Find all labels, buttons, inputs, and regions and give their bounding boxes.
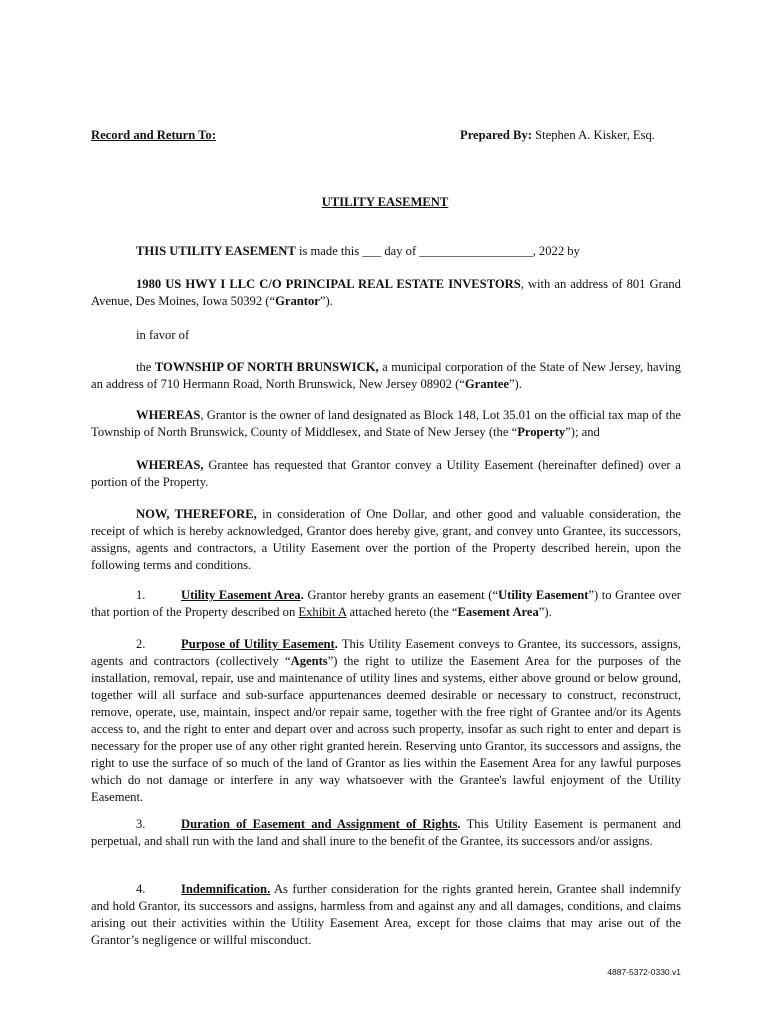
- now-therefore-paragraph: NOW, THEREFORE, in consideration of One Dollar, and other good and valuable consideration, the receipt of which is hereby acknowledged, Grantor does hereby give, grant, and convey unto Grantee, its successors, assigns, agents and contractors, a Utility Easement over the portion of the Property described herein, upon the following terms and conditions.: [91, 507, 681, 572]
- section-heading: Indemnification.: [181, 882, 271, 896]
- whereas-paragraph-1: WHEREAS, Grantor is the owner of land designated as Block 148, Lot 35.01 on the official tax map of the Township of North Brunswick, County of Middlesex, and State of New Jersey (the “Property”); and: [91, 408, 681, 439]
- section-number: 2.: [136, 637, 146, 651]
- document-title: UTILITY EASEMENT: [321, 195, 449, 209]
- section-number: 1.: [136, 588, 146, 602]
- prepared-by: [460, 128, 655, 143]
- document-header: [91, 128, 681, 146]
- section-number: 3.: [136, 817, 146, 831]
- whereas-paragraph-2: WHEREAS, Grantee has requested that Grantor convey a Utility Easement (hereinafter defined) over a portion of the Property.: [91, 458, 681, 489]
- section-1-paragraph: 1. Utility Easement Area. Grantor hereby grants an easement (“Utility Easement”) to Grantee over that portion of the Property described on Exhibit A attached hereto (the “Easement Area”).: [91, 588, 682, 619]
- section-heading: Purpose of Utility Easement: [181, 637, 335, 651]
- section-number: 4.: [136, 882, 146, 896]
- section-2-paragraph: 2. Purpose of Utility Easement. This Utility Easement conveys to Grantee, its successors, assigns, agents and contractors (collectively “Agents”) the right to utilize the Easement Area for the purposes of the installation, removal, repair, use and maintenance of utility lines and systems, either above ground or below ground, together will all surface and sub-surface appurtenances deemed desirable or necessary to construct, reconstruct, remove, operate, use, maintain, inspect and/or repair same, together with the free right of Grantee and/or its Agents access to, and the right to enter and depart over and across such property, insofar as such right to enter and depart is necessary for the proper use of any other right granted herein. Reserving unto Grantor, its successors and assigns, the right to use the surface of so much of the land of Grantor as lies within the Easement Area for any lawful purposes which do not damage or interfere in any way whatsoever with the Grantee's lawful enjoyment of the Utility Easement.: [91, 637, 681, 804]
- in-favor-of: in favor of: [136, 328, 190, 342]
- intro-paragraph: THIS UTILITY EASEMENT is made this ___ day of __________________, 2022 by: [136, 244, 580, 258]
- grantor-paragraph: 1980 US HWY I LLC C/O PRINCIPAL REAL ESTATE INVESTORS, with an address of 801 Grand Avenue, Des Moines, Iowa 50392 (“Grantor”).: [91, 277, 681, 308]
- prepared-by-label: Prepared By:: [460, 128, 532, 142]
- grantee-paragraph: the TOWNSHIP OF NORTH BRUNSWICK, a municipal corporation of the State of New Jersey, having an address of 710 Hermann Road, North Brunswick, New Jersey 08902 (“Grantee”).: [91, 360, 681, 391]
- section-3-paragraph: 3. Duration of Easement and Assignment of Rights. This Utility Easement is permanent and perpetual, and shall run with the land and shall inure to the benefit of the Grantee, its successors and/or assigns.: [91, 817, 681, 848]
- record-and-return-label: Record and Return To:: [91, 128, 216, 142]
- section-4-paragraph: 4. Indemnification. As further consideration for the rights granted herein, Grantee shall indemnify and hold Grantor, its successors and assigns, harmless from and against any and all damages, conditions, and claims arising out their activities within the Utility Easement Area, except for those claims that may arise out of the Grantor’s negligence or willful misconduct.: [91, 882, 681, 947]
- section-heading: Utility Easement Area: [181, 588, 301, 602]
- prepared-by-value: Stephen A. Kisker, Esq.: [531, 128, 655, 142]
- section-heading: Duration of Easement and Assignment of Rights: [181, 817, 458, 831]
- document-id-footer: 4887-5372-0330.v1: [607, 967, 681, 977]
- exhibit-a-reference: Exhibit A: [298, 605, 347, 619]
